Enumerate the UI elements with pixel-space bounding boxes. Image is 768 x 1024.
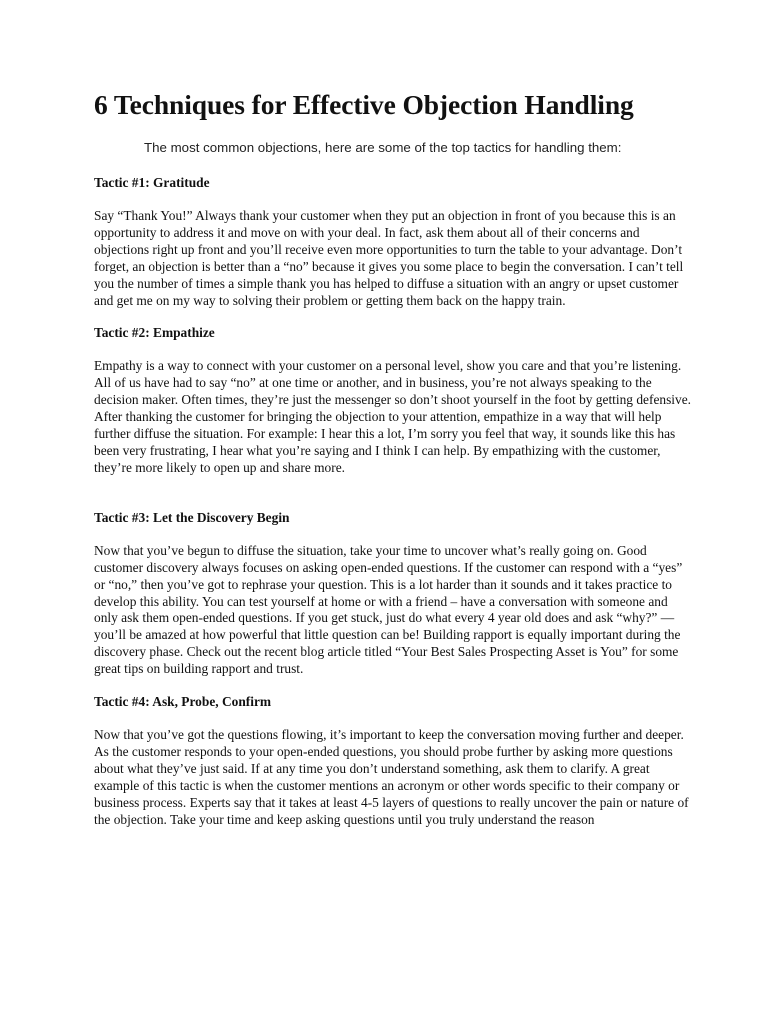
tactic-1-body: Say “Thank You!” Always thank your customer when they put an objection in front of you because this is an opportunity to address it and move on with your deal. In fact, ask them about all of their concerns and objections right up front and you’ll receive even more opportunities to turn the table to your advantage. Don’t forget, an objection is better than a “no” because it gives you some place to begin the conversation. I can’t tell you the number of times a simple thank you has helped to diffuse a situation with an angry or upset customer and get me on my way to solving their problem or getting them back on the happy train. (94, 208, 684, 308)
tactic-2-heading: Tactic #2: Empathize (94, 325, 215, 341)
tactic-1-heading: Tactic #1: Gratitude (94, 175, 210, 190)
tactic-3-heading: Tactic #3: Let the Discovery Begin (94, 509, 290, 525)
document-title: 6 Techniques for Effective Objection Handling (94, 89, 634, 120)
document-page (94, 88, 694, 828)
intro-text: The most common objections, here are some of the top tactics for handling them: (144, 140, 622, 155)
tactic-3-body: Now that you’ve begun to diffuse the situation, take your time to uncover what’s really going on. Good customer discovery always focuses on asking open-ended questions. If the customer can respond with a “yes” or “no,” then you’ve got to rephrase your question. This is a lot harder than it sounds and it takes practice to develop this ability. You can test yourself at home or with a friend – have a conversation with someone and only ask them open-ended questions. If you get stuck, just do what every 4 year old does and ask “why?” — you’ll be amazed at how powerful that little question can be! Building rapport is equally important during the discovery phase. Check out the recent blog article titled “Your Best Sales Prospecting Asset is You” for some great tips on building rapport and trust. (94, 542, 683, 677)
tactic-2-body: Empathy is a way to connect with your customer on a personal level, show you care and that you’re listening. All of us have had to say “no” at one time or another, and in business, you’re not always speaking to the decision maker. Often times, they’re just the messenger so don’t shoot yourself in the foot by getting defensive. After thanking the customer for bringing the objection to your attention, empathize in a way that will help further diffuse the situation. For example: I hear this a lot, I’m sorry you feel that way, it sounds like this has been very frustrating, I hear what you’re saying and I think I can help. By empathizing with the customer, they’re more likely to open up and share more. (94, 358, 691, 475)
tactic-4-body: Now that you’ve got the questions flowing, it’s important to keep the conversation moving further and deeper. As the customer responds to your open-ended questions, you should probe further by asking more questions about what they’ve just said. If at any time you don’t understand something, ask them to clarify. A great example of this tactic is when the customer mentions an acronym or other words specific to their company or business process. Experts say that it takes at least 4-5 layers of questions to really uncover the pain or nature of the objection. Take your time and keep asking questions until you truly understand the reason (94, 727, 689, 827)
tactic-4-heading: Tactic #4: Ask, Probe, Confirm (94, 694, 272, 710)
